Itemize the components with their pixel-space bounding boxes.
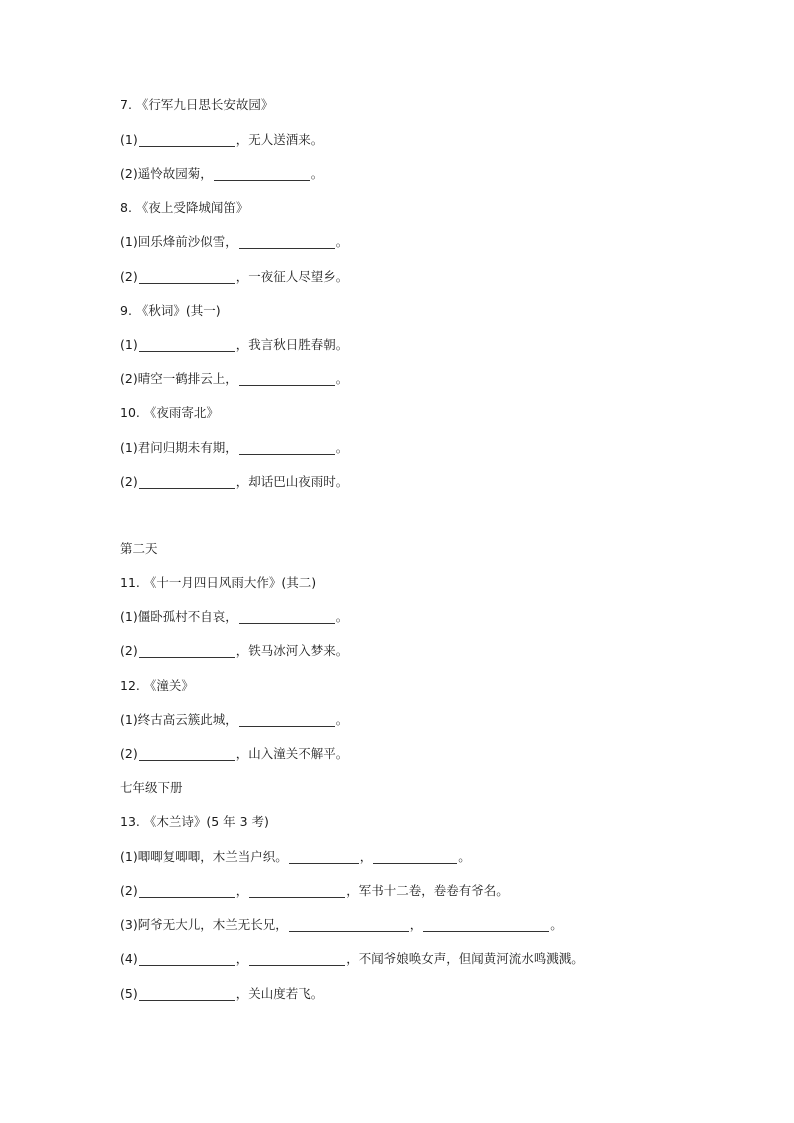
answer-blank[interactable] [139, 643, 235, 658]
line-text: (2)遥怜故园菊， [120, 166, 213, 181]
line-text: ，却话巴山夜雨时。 [235, 474, 349, 489]
line-text: 。 [335, 609, 349, 624]
fill-line [120, 642, 348, 660]
line-text: ，一夜征人尽望乡。 [235, 269, 349, 284]
answer-blank[interactable] [373, 849, 457, 864]
line-text: 。 [458, 849, 471, 864]
fill-line [120, 370, 348, 388]
poem-title: 12. 《潼关》 [120, 678, 194, 693]
line-text: 。 [335, 440, 349, 455]
answer-blank[interactable] [239, 371, 335, 386]
fill-line [120, 473, 348, 491]
line-text: 。 [310, 166, 324, 181]
fill-line [120, 848, 471, 866]
fill-line [120, 439, 348, 457]
item-number: (2) [120, 474, 138, 489]
line-text: (3)阿爷无大儿，木兰无长兄， [120, 917, 288, 932]
answer-blank[interactable] [139, 986, 235, 1001]
poem-title: 13. 《木兰诗》(5 年 3 考) [120, 814, 269, 829]
fill-line [120, 268, 348, 286]
answer-blank[interactable] [139, 132, 235, 147]
line-text: ， [409, 917, 423, 932]
answer-blank[interactable] [239, 440, 335, 455]
fill-line [120, 608, 348, 626]
fill-line [120, 985, 323, 1003]
fill-line [120, 711, 348, 729]
fill-line [120, 336, 348, 354]
fill-line [120, 131, 323, 149]
line-text: ，山入潼关不解平。 [235, 746, 349, 761]
answer-blank[interactable] [249, 883, 345, 898]
line-text: (1)僵卧孤村不自哀， [120, 609, 238, 624]
answer-blank[interactable] [139, 337, 235, 352]
item-number: (2) [120, 643, 138, 658]
line-text: (1)终古高云簇此城， [120, 712, 238, 727]
line-text: ，军书十二卷，卷卷有爷名。 [346, 883, 509, 898]
fill-line [120, 233, 348, 251]
line-text: ，我言秋日胜春朝。 [235, 337, 349, 352]
line-text: (2)晴空一鹤排云上， [120, 371, 238, 386]
answer-blank[interactable] [239, 712, 335, 727]
answer-blank[interactable] [289, 849, 359, 864]
line-text: ，铁马冰河入梦来。 [235, 643, 349, 658]
item-number: (2) [120, 269, 138, 284]
line-text: 。 [550, 917, 563, 932]
answer-blank[interactable] [249, 951, 345, 966]
answer-blank[interactable] [139, 883, 235, 898]
poem-title: 11. 《十一月四日风雨大作》(其二) [120, 575, 317, 590]
line-text: ，关山度若飞。 [235, 986, 324, 1001]
section-heading: 七年级下册 [120, 780, 183, 795]
answer-blank[interactable] [139, 951, 235, 966]
answer-blank[interactable] [139, 474, 235, 489]
line-text: ，不闻爷娘唤女声，但闻黄河流水鸣溅溅。 [346, 951, 584, 966]
fill-line [120, 916, 563, 934]
line-text: 。 [335, 712, 349, 727]
line-text: ， [235, 883, 249, 898]
line-text: 。 [335, 371, 349, 386]
answer-blank[interactable] [214, 166, 310, 181]
fill-line [120, 165, 323, 183]
line-text: ， [235, 951, 249, 966]
item-number: (2) [120, 746, 138, 761]
answer-blank[interactable] [239, 234, 335, 249]
line-text: ， [359, 849, 373, 864]
line-text: ，无人送酒来。 [235, 132, 324, 147]
line-text: (1)唧唧复唧唧，木兰当户织。 [120, 849, 288, 864]
answer-blank[interactable] [423, 917, 549, 932]
item-number: (4) [120, 951, 138, 966]
item-number: (1) [120, 132, 138, 147]
line-text: (1)君问归期未有期， [120, 440, 238, 455]
answer-blank[interactable] [289, 917, 409, 932]
document-page [120, 0, 760, 1123]
fill-line [120, 882, 509, 900]
answer-blank[interactable] [139, 269, 235, 284]
fill-line [120, 745, 348, 763]
answer-blank[interactable] [139, 746, 235, 761]
fill-line [120, 950, 584, 968]
item-number: (2) [120, 883, 138, 898]
item-number: (5) [120, 986, 138, 1001]
item-number: (1) [120, 337, 138, 352]
poem-title: 10. 《夜雨寄北》 [120, 405, 219, 420]
poem-title: 7. 《行军九日思长安故园》 [120, 97, 274, 112]
line-text: (1)回乐烽前沙似雪， [120, 234, 238, 249]
line-text: 。 [335, 234, 349, 249]
poem-title: 8. 《夜上受降城闻笛》 [120, 200, 249, 215]
section-heading: 第二天 [120, 541, 158, 556]
poem-title: 9. 《秋词》(其一) [120, 303, 221, 318]
answer-blank[interactable] [239, 609, 335, 624]
